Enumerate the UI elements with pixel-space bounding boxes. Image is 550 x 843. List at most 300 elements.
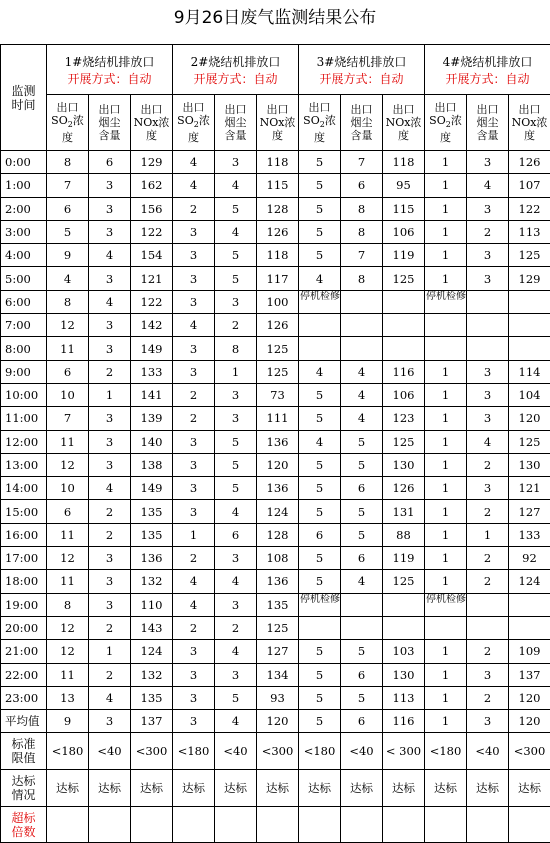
value-cell bbox=[383, 314, 425, 337]
time-cell: 18:00 bbox=[1, 570, 47, 593]
value-cell: 3 bbox=[89, 710, 131, 733]
value-cell bbox=[383, 337, 425, 360]
value-cell: 2 bbox=[467, 686, 509, 709]
value-cell bbox=[509, 337, 550, 360]
value-cell: 6 bbox=[215, 523, 257, 546]
emission-table bbox=[0, 44, 550, 843]
value-cell: 3 bbox=[173, 477, 215, 500]
limit-row-cell: <180 bbox=[47, 733, 89, 770]
value-cell: 6 bbox=[341, 477, 383, 500]
value-cell: 122 bbox=[131, 220, 173, 243]
value-cell: 5 bbox=[299, 453, 341, 476]
value-cell: 95 bbox=[383, 174, 425, 197]
time-cell: 10:00 bbox=[1, 383, 47, 406]
value-cell: 3 bbox=[467, 151, 509, 174]
value-cell: 130 bbox=[509, 453, 550, 476]
nox-header: 出口 NOx浓 度 bbox=[509, 95, 550, 151]
limit-row-cell: <40 bbox=[215, 733, 257, 770]
value-cell: 103 bbox=[383, 640, 425, 663]
value-cell: 1 bbox=[425, 686, 467, 709]
value-cell: 8 bbox=[341, 267, 383, 290]
time-cell: 23:00 bbox=[1, 686, 47, 709]
table-row bbox=[1, 477, 550, 500]
value-cell: 5 bbox=[299, 174, 341, 197]
value-cell: 3 bbox=[173, 267, 215, 290]
status-row bbox=[1, 770, 550, 807]
value-cell bbox=[341, 314, 383, 337]
value-cell: 4 bbox=[215, 220, 257, 243]
status-row-cell: 达标 bbox=[173, 770, 215, 807]
dust-header: 出口 烟尘 含量 bbox=[467, 95, 509, 151]
dust-header: 出口 烟尘 含量 bbox=[89, 95, 131, 151]
value-cell: 5 bbox=[299, 686, 341, 709]
table-row bbox=[1, 290, 550, 313]
value-cell: 10 bbox=[47, 383, 89, 406]
value-cell: 3 bbox=[467, 244, 509, 267]
value-cell: 5 bbox=[215, 430, 257, 453]
value-cell: 149 bbox=[131, 477, 173, 500]
value-cell: 1 bbox=[425, 453, 467, 476]
value-cell: 115 bbox=[383, 197, 425, 220]
value-cell: 133 bbox=[509, 523, 550, 546]
so2-header: 出口 $SO_2$浓度 bbox=[173, 95, 215, 151]
value-cell: 3 bbox=[89, 220, 131, 243]
value-cell: 3 bbox=[173, 453, 215, 476]
time-cell: 9:00 bbox=[1, 360, 47, 383]
value-cell: 4 bbox=[215, 174, 257, 197]
plant-name: 3#烧结机排放口 bbox=[299, 53, 424, 70]
value-cell: 13 bbox=[47, 686, 89, 709]
status-row-cell: 达标 bbox=[47, 770, 89, 807]
time-cell: 15:00 bbox=[1, 500, 47, 523]
value-cell: 3 bbox=[89, 547, 131, 570]
value-cell: 109 bbox=[509, 640, 550, 663]
value-cell: 5 bbox=[341, 640, 383, 663]
table-row bbox=[1, 267, 550, 290]
value-cell: 135 bbox=[257, 593, 299, 616]
plant-header-2 bbox=[173, 45, 299, 95]
value-cell: 3 bbox=[89, 174, 131, 197]
value-cell: 125 bbox=[383, 570, 425, 593]
value-cell: 2 bbox=[173, 616, 215, 639]
value-cell: 1 bbox=[425, 477, 467, 500]
nox-header: 出口 NOx浓 度 bbox=[131, 95, 173, 151]
value-cell: 111 bbox=[257, 407, 299, 430]
value-cell: 4 bbox=[341, 407, 383, 430]
table-row bbox=[1, 523, 550, 546]
value-cell bbox=[425, 337, 467, 360]
excess-row-cell bbox=[89, 807, 131, 843]
value-cell bbox=[341, 616, 383, 639]
stop-cell: 停机检修 bbox=[299, 290, 341, 313]
value-cell: 2 bbox=[89, 523, 131, 546]
value-cell: 11 bbox=[47, 337, 89, 360]
value-cell: 120 bbox=[257, 453, 299, 476]
plant-mode: 开展方式：自动 bbox=[47, 70, 172, 87]
value-cell: 3 bbox=[173, 244, 215, 267]
status-row-cell: 达标 bbox=[257, 770, 299, 807]
value-cell bbox=[467, 337, 509, 360]
value-cell: 125 bbox=[383, 267, 425, 290]
value-cell: 125 bbox=[257, 337, 299, 360]
value-cell bbox=[509, 593, 550, 616]
status-row-label: 达标 情况 bbox=[1, 770, 47, 807]
value-cell: 1 bbox=[215, 360, 257, 383]
value-cell: 149 bbox=[131, 337, 173, 360]
excess-row-cell bbox=[383, 807, 425, 843]
value-cell: 2 bbox=[467, 547, 509, 570]
value-cell: 5 bbox=[299, 570, 341, 593]
value-cell: 9 bbox=[47, 244, 89, 267]
value-cell: 2 bbox=[89, 360, 131, 383]
value-cell: 2 bbox=[467, 640, 509, 663]
value-cell: 1 bbox=[425, 523, 467, 546]
time-cell: 3:00 bbox=[1, 220, 47, 243]
value-cell: 3 bbox=[173, 430, 215, 453]
table-row bbox=[1, 220, 550, 243]
value-cell: 11 bbox=[47, 570, 89, 593]
value-cell: 6 bbox=[341, 710, 383, 733]
time-cell: 5:00 bbox=[1, 267, 47, 290]
value-cell: 1 bbox=[173, 523, 215, 546]
value-cell: 1 bbox=[425, 710, 467, 733]
value-cell: 125 bbox=[383, 430, 425, 453]
plant-header-4 bbox=[425, 45, 550, 95]
value-cell: 5 bbox=[299, 710, 341, 733]
value-cell: 124 bbox=[257, 500, 299, 523]
value-cell: 135 bbox=[131, 686, 173, 709]
value-cell: 140 bbox=[131, 430, 173, 453]
stop-cell: 停机检修 bbox=[425, 290, 467, 313]
table-row bbox=[1, 663, 550, 686]
stop-cell: 停机检修 bbox=[425, 593, 467, 616]
value-cell bbox=[425, 616, 467, 639]
time-cell: 17:00 bbox=[1, 547, 47, 570]
status-row-cell: 达标 bbox=[215, 770, 257, 807]
nox-header: 出口 NOx浓 度 bbox=[383, 95, 425, 151]
value-cell: 12 bbox=[47, 314, 89, 337]
value-cell: 113 bbox=[383, 686, 425, 709]
value-cell: 5 bbox=[299, 663, 341, 686]
value-cell: 5 bbox=[341, 500, 383, 523]
excess-row-cell bbox=[467, 807, 509, 843]
value-cell: 100 bbox=[257, 290, 299, 313]
value-cell: 127 bbox=[257, 640, 299, 663]
value-cell: 4 bbox=[173, 570, 215, 593]
value-cell: 3 bbox=[173, 360, 215, 383]
status-row-cell: 达标 bbox=[425, 770, 467, 807]
dust-header: 出口 烟尘 含量 bbox=[215, 95, 257, 151]
value-cell: 5 bbox=[215, 477, 257, 500]
table-row bbox=[1, 547, 550, 570]
value-cell: 3 bbox=[467, 710, 509, 733]
value-cell: 8 bbox=[47, 593, 89, 616]
excess-row-cell bbox=[341, 807, 383, 843]
value-cell: 4 bbox=[215, 500, 257, 523]
value-cell: 154 bbox=[131, 244, 173, 267]
value-cell bbox=[467, 593, 509, 616]
value-cell: 11 bbox=[47, 430, 89, 453]
value-cell: 4 bbox=[89, 686, 131, 709]
value-cell: 2 bbox=[215, 314, 257, 337]
excess-row bbox=[1, 807, 550, 843]
value-cell bbox=[383, 290, 425, 313]
value-cell: 5 bbox=[299, 197, 341, 220]
value-cell: 121 bbox=[509, 477, 550, 500]
value-cell: 6 bbox=[47, 197, 89, 220]
table-row bbox=[1, 640, 550, 663]
value-cell: 3 bbox=[89, 593, 131, 616]
value-cell: 124 bbox=[131, 640, 173, 663]
value-cell: 3 bbox=[467, 197, 509, 220]
value-cell: 11 bbox=[47, 523, 89, 546]
table-row bbox=[1, 383, 550, 406]
value-cell: 139 bbox=[131, 407, 173, 430]
value-cell: 4 bbox=[299, 267, 341, 290]
value-cell: 1 bbox=[425, 407, 467, 430]
time-cell: 8:00 bbox=[1, 337, 47, 360]
value-cell: 1 bbox=[425, 383, 467, 406]
so2-header: 出口 $SO_2$浓度 bbox=[299, 95, 341, 151]
value-cell: 4 bbox=[341, 570, 383, 593]
status-row-cell: 达标 bbox=[341, 770, 383, 807]
value-cell: 2 bbox=[215, 616, 257, 639]
value-cell: 3 bbox=[215, 547, 257, 570]
value-cell: 92 bbox=[509, 547, 550, 570]
value-cell: 132 bbox=[131, 663, 173, 686]
time-cell: 21:00 bbox=[1, 640, 47, 663]
value-cell: 133 bbox=[131, 360, 173, 383]
value-cell: 125 bbox=[509, 244, 550, 267]
value-cell: 2 bbox=[173, 197, 215, 220]
status-row-cell: 达标 bbox=[383, 770, 425, 807]
excess-row-cell bbox=[509, 807, 550, 843]
table-row bbox=[1, 570, 550, 593]
value-cell: 136 bbox=[257, 477, 299, 500]
value-cell: 104 bbox=[509, 383, 550, 406]
value-cell: 6 bbox=[299, 523, 341, 546]
value-cell: 143 bbox=[131, 616, 173, 639]
value-cell: 2 bbox=[89, 663, 131, 686]
value-cell: 4 bbox=[215, 570, 257, 593]
value-cell: 7 bbox=[341, 244, 383, 267]
limit-row-cell: <40 bbox=[467, 733, 509, 770]
time-cell: 7:00 bbox=[1, 314, 47, 337]
table-row bbox=[1, 686, 550, 709]
value-cell: 1 bbox=[467, 523, 509, 546]
value-cell bbox=[467, 616, 509, 639]
value-cell: 5 bbox=[341, 430, 383, 453]
stop-cell: 停机检修 bbox=[299, 593, 341, 616]
value-cell: 114 bbox=[509, 360, 550, 383]
value-cell: 2 bbox=[467, 453, 509, 476]
value-cell: 3 bbox=[89, 570, 131, 593]
value-cell: 110 bbox=[131, 593, 173, 616]
value-cell: 3 bbox=[173, 500, 215, 523]
value-cell: 2 bbox=[467, 220, 509, 243]
value-cell: 119 bbox=[383, 244, 425, 267]
status-row-cell: 达标 bbox=[131, 770, 173, 807]
value-cell: 128 bbox=[257, 197, 299, 220]
value-cell: 12 bbox=[47, 616, 89, 639]
value-cell bbox=[341, 290, 383, 313]
value-cell: 8 bbox=[341, 197, 383, 220]
value-cell: 2 bbox=[89, 616, 131, 639]
value-cell: 3 bbox=[215, 151, 257, 174]
value-cell: 2 bbox=[467, 570, 509, 593]
value-cell bbox=[467, 290, 509, 313]
value-cell: 1 bbox=[425, 570, 467, 593]
limit-row-cell: <300 bbox=[257, 733, 299, 770]
value-cell: 1 bbox=[425, 430, 467, 453]
value-cell: 118 bbox=[383, 151, 425, 174]
value-cell: 107 bbox=[509, 174, 550, 197]
value-cell: 1 bbox=[425, 663, 467, 686]
plant-header-3 bbox=[299, 45, 425, 95]
value-cell: 4 bbox=[89, 244, 131, 267]
value-cell: 118 bbox=[257, 151, 299, 174]
value-cell bbox=[509, 290, 550, 313]
value-cell: 127 bbox=[509, 500, 550, 523]
value-cell: 5 bbox=[299, 407, 341, 430]
value-cell: 1 bbox=[425, 360, 467, 383]
value-cell: 122 bbox=[509, 197, 550, 220]
status-row-cell: 达标 bbox=[467, 770, 509, 807]
status-row-cell: 达标 bbox=[89, 770, 131, 807]
time-cell: 20:00 bbox=[1, 616, 47, 639]
limit-row-cell: <300 bbox=[131, 733, 173, 770]
value-cell: 136 bbox=[257, 570, 299, 593]
value-cell: 4 bbox=[89, 477, 131, 500]
time-cell: 11:00 bbox=[1, 407, 47, 430]
time-cell: 22:00 bbox=[1, 663, 47, 686]
value-cell: 131 bbox=[383, 500, 425, 523]
value-cell: 5 bbox=[215, 197, 257, 220]
value-cell: 1 bbox=[425, 197, 467, 220]
value-cell: 3 bbox=[215, 593, 257, 616]
value-cell: 1 bbox=[425, 174, 467, 197]
value-cell: 3 bbox=[89, 453, 131, 476]
value-cell: 142 bbox=[131, 314, 173, 337]
limit-row-label: 标准 限值 bbox=[1, 733, 47, 770]
value-cell: 8 bbox=[47, 151, 89, 174]
table-row bbox=[1, 174, 550, 197]
table-row bbox=[1, 500, 550, 523]
value-cell: 9 bbox=[47, 710, 89, 733]
value-cell: 8 bbox=[47, 290, 89, 313]
value-cell: 4 bbox=[89, 290, 131, 313]
value-cell: 121 bbox=[131, 267, 173, 290]
value-cell: 4 bbox=[467, 174, 509, 197]
value-cell: 3 bbox=[215, 407, 257, 430]
value-cell: 7 bbox=[47, 407, 89, 430]
value-cell: 137 bbox=[131, 710, 173, 733]
value-cell: 5 bbox=[299, 547, 341, 570]
table-row bbox=[1, 710, 550, 733]
value-cell: 3 bbox=[215, 663, 257, 686]
value-cell: 3 bbox=[89, 267, 131, 290]
value-cell: 4 bbox=[341, 383, 383, 406]
value-cell: 12 bbox=[47, 453, 89, 476]
value-cell: 93 bbox=[257, 686, 299, 709]
value-cell: 88 bbox=[383, 523, 425, 546]
value-cell: 3 bbox=[89, 314, 131, 337]
time-cell: 12:00 bbox=[1, 430, 47, 453]
value-cell: 2 bbox=[173, 383, 215, 406]
value-cell bbox=[341, 337, 383, 360]
value-cell: 126 bbox=[257, 314, 299, 337]
value-cell: 119 bbox=[383, 547, 425, 570]
value-cell: 5 bbox=[215, 686, 257, 709]
plant-name: 1#烧结机排放口 bbox=[47, 53, 172, 70]
value-cell: 156 bbox=[131, 197, 173, 220]
value-cell: 2 bbox=[89, 500, 131, 523]
value-cell: 73 bbox=[257, 383, 299, 406]
time-cell: 16:00 bbox=[1, 523, 47, 546]
value-cell: 3 bbox=[89, 337, 131, 360]
value-cell: 12 bbox=[47, 547, 89, 570]
value-cell: 4 bbox=[173, 174, 215, 197]
limit-row-cell: < 300 bbox=[383, 733, 425, 770]
value-cell: 4 bbox=[299, 360, 341, 383]
table-row bbox=[1, 407, 550, 430]
table-row bbox=[1, 360, 550, 383]
value-cell: 1 bbox=[425, 220, 467, 243]
value-cell: 5 bbox=[215, 453, 257, 476]
value-cell: 138 bbox=[131, 453, 173, 476]
page-title: 9月26日废气监测结果公布 bbox=[0, 0, 550, 44]
table-row bbox=[1, 453, 550, 476]
value-cell: 5 bbox=[299, 151, 341, 174]
value-cell: 1 bbox=[425, 151, 467, 174]
value-cell: 6 bbox=[89, 151, 131, 174]
value-cell: 5 bbox=[299, 220, 341, 243]
value-cell: 1 bbox=[425, 244, 467, 267]
value-cell: 3 bbox=[173, 686, 215, 709]
value-cell: 136 bbox=[131, 547, 173, 570]
table-row bbox=[1, 616, 550, 639]
status-row-cell: 达标 bbox=[299, 770, 341, 807]
value-cell: 3 bbox=[173, 663, 215, 686]
value-cell: 3 bbox=[467, 663, 509, 686]
value-cell: 3 bbox=[89, 407, 131, 430]
value-cell: 4 bbox=[467, 430, 509, 453]
table-row bbox=[1, 337, 550, 360]
value-cell: 5 bbox=[341, 453, 383, 476]
value-cell: 5 bbox=[299, 244, 341, 267]
limit-row-cell: <40 bbox=[89, 733, 131, 770]
table-row bbox=[1, 593, 550, 616]
value-cell: 126 bbox=[383, 477, 425, 500]
limit-row bbox=[1, 733, 550, 770]
value-cell: 5 bbox=[215, 267, 257, 290]
time-cell: 13:00 bbox=[1, 453, 47, 476]
value-cell bbox=[341, 593, 383, 616]
value-cell: 3 bbox=[215, 383, 257, 406]
value-cell: 108 bbox=[257, 547, 299, 570]
value-cell: 4 bbox=[173, 151, 215, 174]
plant-mode: 开展方式：自动 bbox=[173, 70, 298, 87]
value-cell: 126 bbox=[257, 220, 299, 243]
value-cell: 106 bbox=[383, 383, 425, 406]
value-cell: 6 bbox=[341, 174, 383, 197]
value-cell bbox=[299, 337, 341, 360]
value-cell: 116 bbox=[383, 710, 425, 733]
value-cell: 113 bbox=[509, 220, 550, 243]
table-row bbox=[1, 151, 550, 174]
table-row bbox=[1, 197, 550, 220]
value-cell: 8 bbox=[215, 337, 257, 360]
